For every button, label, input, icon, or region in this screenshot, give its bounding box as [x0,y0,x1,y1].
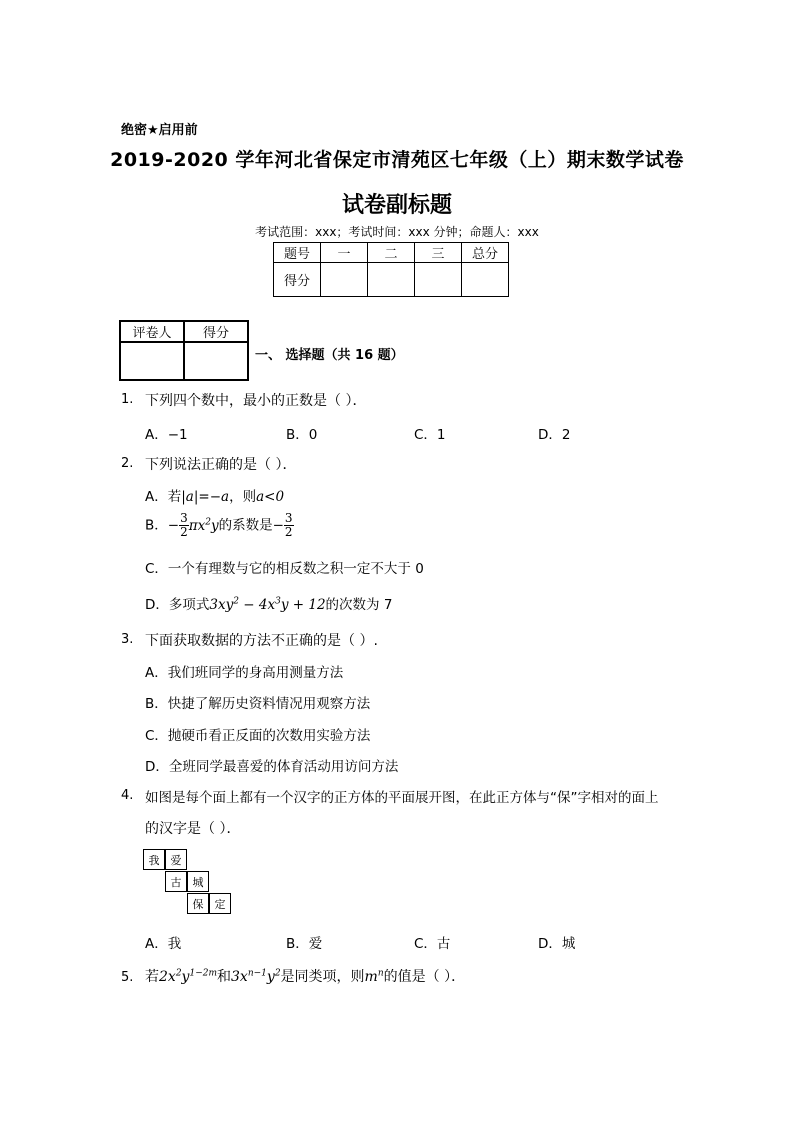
option-c: C．一个有理数与它的相反数之积一定不大于 0 [145,561,424,577]
option-d-suffix: 的次数为 7 [325,597,393,613]
option-d: D．城 [538,936,576,952]
score-header-cell: 题号 [274,243,321,263]
score-cell [415,263,462,297]
page-subtitle: 试卷副标题 [341,193,452,218]
net-cell: 古 [165,871,187,892]
math-expression: a<0 [256,489,285,505]
option-b: B．快捷了解历史资料情况用观察方法 [145,696,371,712]
option-c: C．古 [414,936,451,952]
exam-info: 考试范围：xxx；考试时间：xxx 分钟；命题人：xxx [255,225,539,239]
math-symbol: − [167,517,180,534]
net-cell: 城 [187,871,209,892]
grader-cell [184,342,248,380]
option-d: D．全班同学最喜爱的体育活动用访问方法 [145,759,399,775]
math-expression: $3xy^2 - 4x^3y + 12$ [209,596,326,613]
math-expression: $3x^{n-1}y^2$ [231,968,281,985]
option-a: A．−1 [145,427,188,443]
score-header-cell: 总分 [462,243,509,263]
option-b: B．爱 [286,936,323,952]
score-header-cell: 二 [368,243,415,263]
math-expression: $m^n$ [364,968,384,985]
page-title: 2019-2020 学年河北省保定市清苑区七年级（上）期末数学试卷 [110,149,684,171]
option-b-prefix: B． [145,517,168,534]
fraction: $\frac{3}{2}$ [180,511,188,539]
math-expression: $\pi x^2y$ [188,517,219,534]
question-text-part: 和 [217,969,231,985]
option-c: C．1 [414,427,446,443]
net-cell: 定 [209,893,231,914]
confidential-label: 绝密★启用前 [121,123,198,138]
question-text-part: 若 [145,969,159,985]
score-header-cell: 一 [321,243,368,263]
option-a: A．我们班同学的身高用测量方法 [145,665,344,681]
option-d: D．2 [538,427,571,443]
question-number: 1. [121,392,134,407]
question-text: 下面获取数据的方法不正确的是（ ）. [145,633,378,649]
option-a-connector: ，则 [229,489,257,505]
section-title: 一、 选择题（共 16 题） [255,348,404,363]
question-text-part: 是同类项，则 [280,969,365,985]
option-b [145,512,294,539]
question-text: 的汉字是（ ）． [145,821,241,837]
score-header-cell: 三 [415,243,462,263]
option-d [145,593,392,613]
grader-table [119,320,249,381]
math-expression: |a|=−a [181,489,230,505]
score-table [273,242,509,297]
option-a: A．我 [145,936,182,952]
question-text-part: 的值是（ ）． [383,969,466,985]
option-c: C．抛硬币看正反面的次数用实验方法 [145,728,371,744]
math-expression: $2x^2y^{1-2m}$ [159,968,217,985]
score-row-label: 得分 [274,263,321,297]
net-cell: 保 [187,893,209,914]
grader-header-cell: 评卷人 [120,321,184,342]
question-number: 2. [121,456,134,471]
option-d-prefix: D．多项式 [145,597,210,613]
question-text [145,966,465,986]
net-cell: 爱 [165,849,187,870]
score-cell [462,263,509,297]
question-text: 如图是每个面上都有一个汉字的正方体的平面展开图，在此正方体与“保”字相对的面上 [145,790,659,806]
option-b-tail: 的系数是 [218,517,273,534]
grader-header-cell: 得分 [184,321,248,342]
score-cell [321,263,368,297]
fraction: $\frac{3}{2}$ [284,511,293,539]
option-a [145,485,284,505]
math-symbol: − [272,517,284,534]
question-number: 3. [121,632,134,647]
question-text: 下列四个数中，最小的正数是（ ）． [145,393,367,409]
cube-net-figure [143,849,233,915]
option-a-prefix: A．若 [145,489,182,505]
grader-cell [120,342,184,380]
question-number: 4. [121,788,134,803]
option-b: B．0 [286,427,318,443]
question-text: 下列说法正确的是（ ）． [145,457,297,473]
net-cell: 我 [143,849,165,870]
score-cell [368,263,415,297]
question-number: 5. [121,970,134,985]
